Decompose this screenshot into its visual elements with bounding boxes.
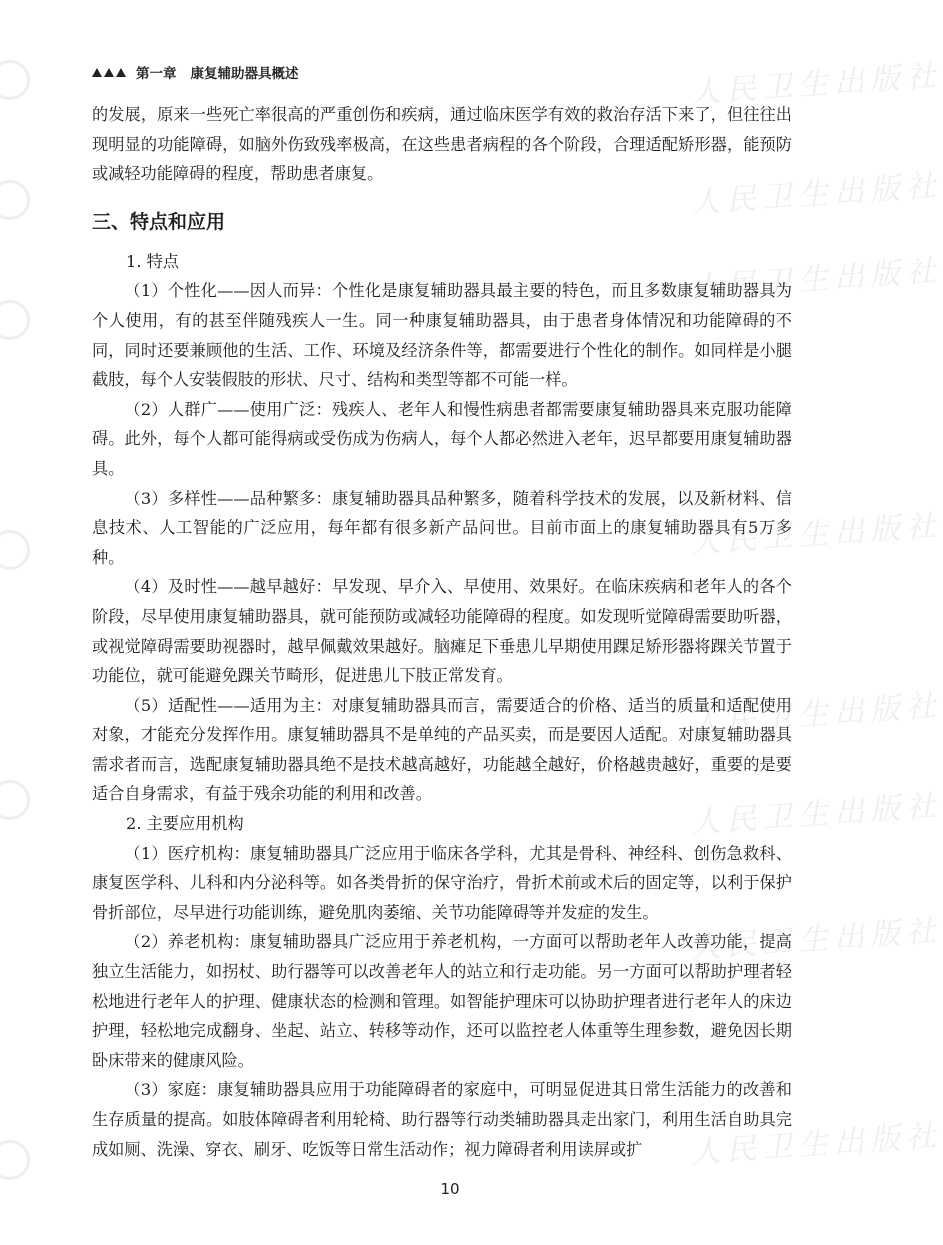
- publisher-watermark: 人民卫生出版社: [689, 253, 943, 306]
- subsection-heading: 2. 主要应用机构: [126, 814, 244, 834]
- publisher-watermark: 人民卫生出版社: [689, 508, 943, 561]
- paragraph: （1）医疗机构：康复辅助器具广泛应用于临床各学科，尤其是骨科、神经科、创伤急救科、康复医学科、儿科和内分泌科等。如各类骨折的保守治疗，骨折术前或术后的固定等，以利于保护骨折部位，尽早进行功能训练，避免肌肉萎缩、关节功能障碍等并发症的发生。: [92, 843, 792, 922]
- watermark-seal-icon: [0, 300, 30, 340]
- watermark-seal-icon: [0, 530, 30, 570]
- chapter-label: 第一章: [136, 66, 177, 82]
- watermark-seal-icon: [0, 1140, 30, 1180]
- triangle-marker-icon: [92, 68, 126, 77]
- publisher-watermark: 人民卫生出版社: [689, 168, 943, 221]
- watermark-seal-icon: [0, 180, 30, 220]
- publisher-watermark: 人民卫生出版社: [689, 788, 943, 841]
- subsection-heading: 1. 特点: [126, 251, 179, 271]
- section-heading: 三、特点和应用: [92, 210, 226, 233]
- publisher-watermark: 人民卫生出版社: [689, 913, 943, 966]
- watermark-seal-icon: [0, 60, 30, 100]
- page-number: 10: [440, 1180, 460, 1198]
- paragraph: （5）适配性——适用为主：对康复辅助器具而言，需要适合的价格、适当的质量和适配使用对象，才能充分发挥作用。康复辅助器具不是单纯的产品买卖，而是要因人适配。对康复辅助器具需求者而言，选配康复辅助器具绝不是技术越高越好，功能越全越好，价格越贵越好，重要的是要适合自身需求，有益于残余功能的利用和改善。: [92, 695, 792, 804]
- watermark-seal-icon: [0, 780, 30, 820]
- publisher-watermark: 人民卫生出版社: [689, 688, 943, 741]
- paragraph: （3）家庭：康复辅助器具应用于功能障碍者的家庭中，可明显促进其日常生活能力的改善和生存质量的提高。如肢体障碍者利用轮椅、助行器等行动类辅助器具走出家门，利用生活自助具完成如厕、洗澡、穿衣、刷牙、吃饭等日常生活动作；视力障碍者利用读屏或扩: [92, 1080, 792, 1159]
- paragraph: （3）多样性——品种繁多：康复辅助器具品种繁多，随着科学技术的发展，以及新材料、信息技术、人工智能的广泛应用，每年都有很多新产品问世。目前市面上的康复辅助器具有5万多种。: [92, 488, 792, 567]
- publisher-watermark: 人民卫生出版社: [689, 1118, 943, 1171]
- paragraph: （2）养老机构：康复辅助器具广泛应用于养老机构，一方面可以帮助老年人改善功能，提高独立生活能力，如拐杖、助行器等可以改善老年人的站立和行走功能。另一方面可以帮助护理者轻松地进行老年人的护理、健康状态的检测和管理。如智能护理床可以协助护理者进行老年人的床边护理，轻松地完成翻身、坐起、站立、转移等动作，还可以监控老人体重等生理参数，避免因长期卧床带来的健康风险。: [92, 932, 792, 1070]
- paragraph: 的发展，原来一些死亡率很高的严重创伤和疾病，通过临床医学有效的救治存活下来了，但往往出现明显的功能障碍，如脑外伤致残率极高，在这些患者病程的各个阶段，合理适配矫形器，能预防或减轻功能障碍的程度，帮助患者康复。: [92, 105, 792, 184]
- chapter-title: 康复辅助器具概述: [190, 66, 299, 82]
- page-body: [92, 100, 792, 1164]
- paragraph: （2）人群广——使用广泛：残疾人、老年人和慢性病患者都需要康复辅助器具来克服功能障碍。此外，每个人都可能得病或受伤成为伤病人，每个人都必然进入老年，迟早都要用康复辅助器具。: [92, 399, 792, 478]
- publisher-watermark: 人民卫生出版社: [689, 58, 943, 111]
- running-header: [92, 62, 299, 82]
- paragraph: （1）个性化——因人而异：个性化是康复辅助器具最主要的特色，而且多数康复辅助器具为个人使用，有的甚至伴随残疾人一生。同一种康复辅助器具，由于患者身体情况和功能障碍的不同，同时还要兼顾他的生活、工作、环境及经济条件等，都需要进行个性化的制作。如同样是小腿截肢，每个人安装假肢的形状、尺寸、结构和类型等都不可能一样。: [92, 281, 792, 390]
- paragraph: （4）及时性——越早越好：早发现、早介入、早使用、效果好。在临床疾病和老年人的各个阶段，尽早使用康复辅助器具，就可能预防或减轻功能障碍的程度。如发现听觉障碍需要助听器，或视觉障碍需要助视器时，越早佩戴效果越好。脑瘫足下垂患儿早期使用踝足矫形器将踝关节置于功能位，就可能避免踝关节畸形，促进患儿下肢正常发育。: [92, 577, 792, 686]
